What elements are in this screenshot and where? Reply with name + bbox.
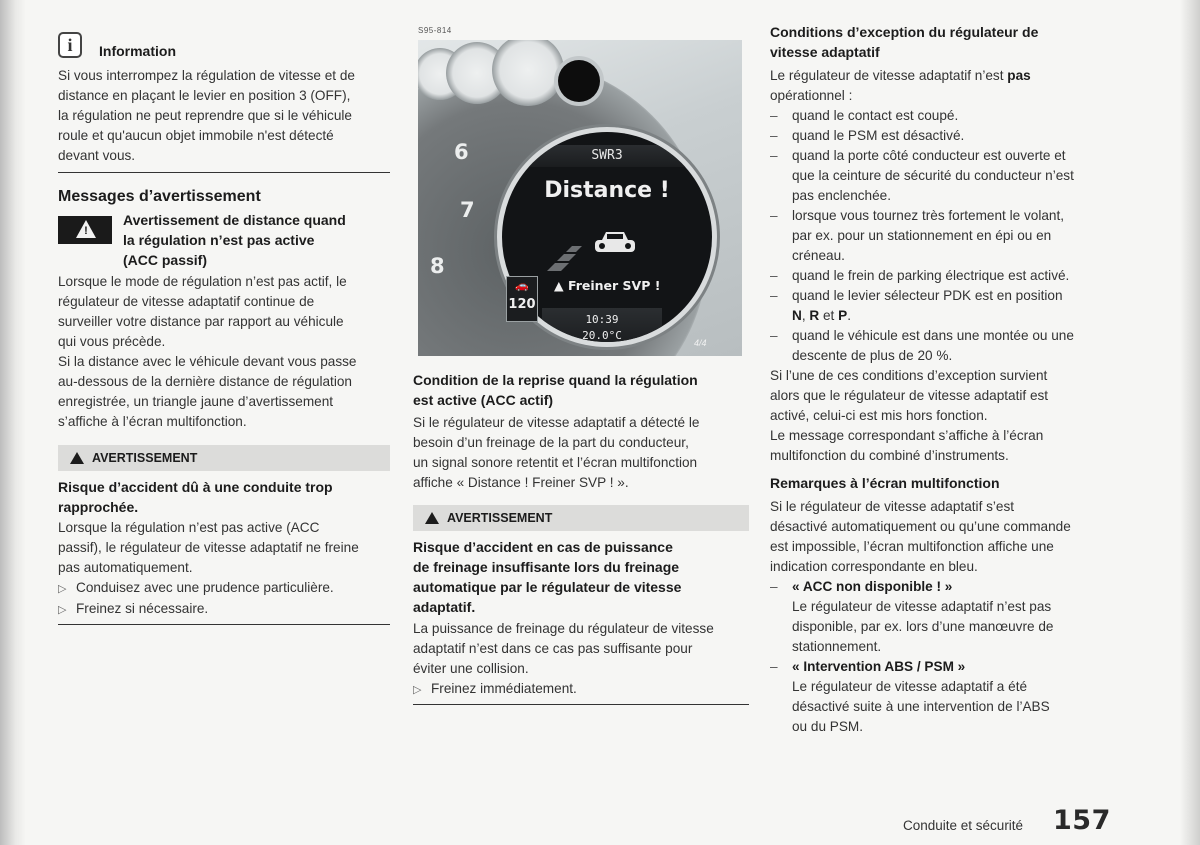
info-line: la régulation ne peut reprendre que si le véhicule: [58, 108, 352, 123]
text-line: désactivé automatiquement ou qu’une commande: [770, 519, 1071, 534]
text-line: pas automatiquement.: [58, 560, 193, 575]
text-line: alors que le régulateur de vitesse adaptatif est: [770, 388, 1049, 403]
list-item: – lorsque vous tournez très fortement le volant, par ex. pour un stationnement en épi ou en créneau.: [770, 206, 1105, 266]
remark-item: – « Intervention ABS / PSM » Le régulateur de vitesse adaptatif a été désactivé suite à une intervention de l’ABS ou du PSM.: [770, 657, 1105, 737]
title-line: automatique par le régulateur de vitesse: [413, 579, 682, 595]
text-line: indication correspondante en bleu.: [770, 559, 978, 574]
dashboard-figure: [418, 26, 748, 356]
step-arrow-icon: ▷: [58, 604, 67, 616]
text-line: adaptatif n’est dans ce cas pas suffisante pour: [413, 641, 693, 656]
step-item: ▷ Conduisez avec une prudence particulière.: [58, 578, 390, 599]
list-item: – quand le levier sélecteur PDK est en position N, R et P.: [770, 286, 1105, 326]
acc-passive-text: [58, 272, 390, 432]
instrument-cluster-image: [418, 40, 742, 356]
title-line: Risque d’accident dû à une conduite trop: [58, 479, 333, 495]
information-title: Information: [99, 43, 176, 59]
heading-line: Condition de la reprise quand la régulation: [413, 372, 698, 388]
step-arrow-icon: ▷: [413, 684, 422, 696]
text-line: opérationnel :: [770, 88, 853, 103]
text-line: activé, celui-ci est mis hors fonction.: [770, 408, 988, 423]
heading-line: vitesse adaptatif: [770, 44, 880, 60]
text-line: qui vous précède.: [58, 334, 166, 349]
heading-line: Conditions d’exception du régulateur de: [770, 24, 1039, 40]
list-item: – quand le véhicule est dans une montée ou une descente de plus de 20 %.: [770, 326, 1105, 366]
text-line: Si le régulateur de vitesse adaptatif a détecté le: [413, 415, 700, 430]
divider: [413, 704, 749, 705]
text-line: éviter une collision.: [413, 661, 529, 676]
text-line: est impossible, l’écran multifonction affiche une: [770, 539, 1054, 554]
info-line: roule et qu'aucun objet immobile n'est détecté: [58, 128, 334, 143]
footer-section: Conduite et sécurité: [903, 818, 1024, 833]
step-item: ▷ Freinez si nécessaire.: [58, 599, 390, 620]
title-line: adaptatif.: [413, 599, 476, 615]
text-line: Lorsque le mode de régulation n’est pas actif, le: [58, 274, 347, 289]
gauge-number: 8: [430, 254, 445, 278]
step-arrow-icon: ▷: [58, 583, 67, 595]
list-item: – quand la porte côté conducteur est ouverte et que la ceinture de sécurité du conducteur n’est pas enclenchée.: [770, 146, 1105, 206]
text-line: besoin d’un freinage de la part du conducteur,: [413, 435, 689, 450]
title-line: de freinage insuffisante lors du freinage: [413, 559, 680, 575]
display-warning: ▲ Freiner SVP !: [554, 278, 661, 293]
acc-active-text: [413, 413, 749, 493]
text-line: affiche « Distance ! Freiner SVP ! ».: [413, 475, 629, 490]
divider: [58, 172, 390, 173]
acc-car-icon: 🚗: [515, 279, 529, 292]
list-item: – quand le contact est coupé.: [770, 106, 1105, 126]
acc-set-speed: 120: [508, 297, 536, 312]
info-line: devant vous.: [58, 148, 136, 163]
heading-line: Avertissement de distance quand: [123, 212, 346, 228]
text-line: Le régulateur de vitesse adaptatif n’est pas: [770, 68, 1031, 83]
info-line: distance en plaçant le levier en position 3 (OFF),: [58, 88, 351, 103]
text-line: enregistrée, un triangle jaune d’avertissement: [58, 394, 334, 409]
text-line: régulateur de vitesse adaptatif continue de: [58, 294, 315, 309]
step-item: ▷ Freinez immédiatement.: [413, 679, 749, 700]
text-line: La puissance de freinage du régulateur de vitesse: [413, 621, 714, 636]
text-line: Si le régulateur de vitesse adaptatif s’est: [770, 499, 1015, 514]
warning-badge: !: [58, 216, 112, 244]
gauge-center-cap: [558, 60, 600, 102]
divider: [58, 624, 390, 625]
title-line: rapprochée.: [58, 499, 139, 515]
warning-bar-label: AVERTISSEMENT: [447, 511, 553, 525]
warning-triangle-icon: [70, 452, 84, 464]
gauge-number: 7: [460, 198, 475, 222]
warning-triangle-icon: ▲: [554, 278, 568, 293]
text-line: un signal sonore retentit et l’écran multifonction: [413, 455, 698, 470]
remarks-heading: Remarques à l’écran multifonction: [770, 475, 1000, 491]
text-line: passif), le régulateur de vitesse adaptatif ne freine: [58, 540, 359, 555]
distance-bars-icon: [542, 244, 586, 274]
figure-code: S95-814: [418, 26, 452, 35]
car-icon: [592, 228, 638, 256]
remark-item: – « ACC non disponible ! » Le régulateur de vitesse adaptatif n’est pas disponible, par ex. lors d’une manœuvre de stationnement.: [770, 577, 1105, 657]
title-line: Risque d’accident en cas de puissance: [413, 539, 673, 555]
text-line: Si l’une de ces conditions d’exception survient: [770, 368, 1048, 383]
remark-title: – « Intervention ABS / PSM »: [792, 659, 966, 674]
information-text: [58, 66, 390, 166]
display-header: SWR3: [522, 145, 692, 167]
page-number: 157: [1053, 805, 1111, 836]
text-line: multifonction du combiné d’instruments.: [770, 448, 1009, 463]
warning2-text: [413, 619, 749, 700]
text-line: au-dessous de la dernière distance de régulation: [58, 374, 352, 389]
display-status: [542, 308, 662, 342]
exceptions-heading: [770, 22, 1105, 62]
text-line: Le message correspondant s’affiche à l’écran: [770, 428, 1044, 443]
warning-triangle-icon: [425, 512, 439, 524]
acc-speed-indicator: [506, 276, 538, 322]
gear-indicator: 4/4: [694, 338, 707, 348]
exceptions-list: [770, 66, 1105, 466]
warning2-title: [413, 537, 749, 617]
heading-line: est active (ACC actif): [413, 392, 554, 408]
remarks-text: [770, 497, 1105, 737]
acc-passive-heading: [123, 210, 390, 270]
list-item: – quand le frein de parking électrique est activé.: [770, 266, 1105, 286]
warning-bar: [58, 445, 390, 471]
display-temperature: 20.0°C: [582, 329, 622, 342]
heading-line: (ACC passif): [123, 252, 208, 268]
information-icon: i: [58, 32, 82, 58]
warning-bar: [413, 505, 749, 531]
page-gutter-shadow: [0, 0, 26, 845]
text-line: Lorsque la régulation n’est pas active (ACC: [58, 520, 320, 535]
gauge-number: 6: [454, 140, 469, 164]
page-edge-shadow: [1180, 0, 1200, 845]
heading-line: la régulation n’est pas active: [123, 232, 315, 248]
acc-active-heading: [413, 370, 749, 410]
list-item: – quand le PSM est désactivé.: [770, 126, 1105, 146]
remark-title: – « ACC non disponible ! »: [792, 579, 953, 594]
warning1-text: [58, 518, 390, 620]
text-line: s’affiche à l’écran multifonction.: [58, 414, 247, 429]
text-line: surveiller votre distance par rapport au véhicule: [58, 314, 344, 329]
info-line: Si vous interrompez la régulation de vitesse et de: [58, 68, 355, 83]
display-time: 10:39: [585, 313, 619, 326]
warning1-title: [58, 477, 390, 517]
display-title: Distance !: [544, 178, 670, 203]
warning-bar-label: AVERTISSEMENT: [92, 451, 198, 465]
text-line: Si la distance avec le véhicule devant vous passe: [58, 354, 357, 369]
section-title-warnings: Messages d’avertissement: [58, 188, 261, 205]
